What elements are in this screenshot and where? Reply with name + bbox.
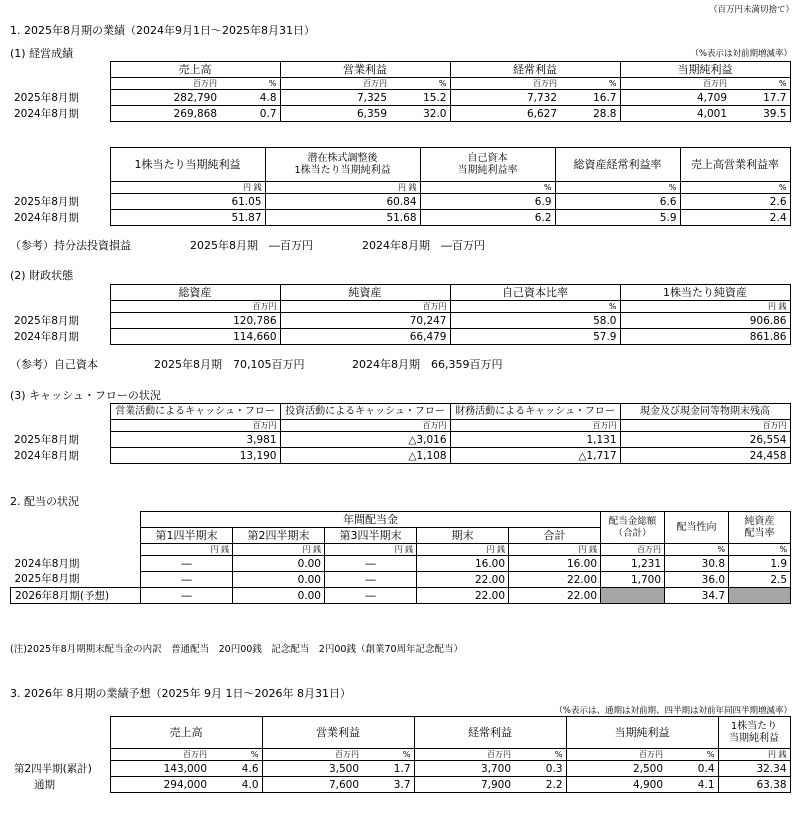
unit-cell: 百万円 — [450, 420, 620, 432]
value-cell: 32.0 — [390, 106, 450, 122]
value-cell: 16.00 — [509, 556, 601, 572]
value-cell: 60.84 — [265, 194, 420, 210]
value-cell: 2,500 — [566, 761, 666, 777]
per-share-header: 自己資本 当期純利益率 — [420, 148, 555, 182]
value-cell: 16.00 — [417, 556, 509, 572]
table-row — [10, 777, 790, 793]
dividend-on-equity-header: 純資産 配当率 — [729, 512, 791, 544]
value-cell: 2.4 — [680, 210, 790, 226]
financial-header: 自己資本比率 — [450, 285, 620, 301]
row-label: 2024年8月期 — [14, 330, 79, 343]
value-cell: 22.00 — [417, 588, 509, 604]
value-cell: 24,458 — [620, 448, 790, 464]
table-row — [10, 448, 790, 464]
financial-header: 1株当たり純資産 — [620, 285, 790, 301]
value-cell: 4.0 — [210, 777, 262, 793]
unit-cell: 百万円 — [601, 544, 665, 556]
unit-cell: 百万円 — [414, 749, 514, 761]
results-header: 営業利益 — [280, 62, 450, 78]
row-label: 2024年8月期 — [14, 557, 80, 570]
unit-cell: 円 銭 — [110, 182, 265, 194]
dividend-header: 合計 — [509, 528, 601, 544]
value-cell: 66,479 — [280, 329, 450, 345]
row-label: 2024年8月期 — [14, 449, 79, 462]
value-cell: 2.5 — [729, 572, 791, 588]
dividend-total-header: 配当金総額 （合計） — [601, 512, 665, 544]
results-header: 当期純利益 — [620, 62, 790, 78]
table-row — [10, 329, 790, 345]
equity-ref-2024: 2024年8月期 66,359百万円 — [352, 358, 503, 371]
value-cell: 6,627 — [450, 106, 560, 122]
value-cell: 0.00 — [233, 588, 325, 604]
value-cell: 15.2 — [390, 90, 450, 106]
unit-cell: 百万円 — [566, 749, 666, 761]
unit-cell: 円 銭 — [141, 544, 233, 556]
financial-title: (2) 財政状態 — [10, 269, 74, 282]
dividend-header: 第1四半期末 — [141, 528, 233, 544]
unit-cell: 百万円 — [450, 78, 560, 90]
unit-cell: 百万円 — [280, 301, 450, 313]
results-title: (1) 経営成績 — [10, 47, 74, 60]
value-cell: 22.00 — [509, 572, 601, 588]
table-row — [10, 90, 790, 106]
value-cell: 6,359 — [280, 106, 390, 122]
value-cell: 1.9 — [729, 556, 791, 572]
forecast-header: 営業利益 — [262, 717, 414, 749]
value-cell: 4.6 — [210, 761, 262, 777]
unit-cell: 百万円 — [620, 420, 790, 432]
value-cell: 51.87 — [110, 210, 265, 226]
financial-header: 純資産 — [280, 285, 450, 301]
value-cell: 1,700 — [601, 572, 665, 588]
section1-title: 1. 2025年8月期の業績（2024年9月1日～2025年8月31日） — [10, 24, 315, 37]
value-cell: 861.86 — [620, 329, 790, 345]
equity-ref-2025: 2025年8月期 70,105百万円 — [154, 358, 305, 371]
forecast-header: 売上高 — [110, 717, 262, 749]
value-cell: 28.8 — [560, 106, 620, 122]
unit-cell: % — [220, 78, 280, 90]
value-cell: 51.68 — [265, 210, 420, 226]
per-share-table — [10, 147, 791, 226]
value-cell: 120,786 — [110, 313, 280, 329]
per-share-header: 総資産経常利益率 — [555, 148, 680, 182]
unit-cell: 円 銭 — [233, 544, 325, 556]
unit-cell: % — [666, 749, 718, 761]
cashflow-header: 投資活動によるキャッシュ・フロー — [280, 404, 450, 420]
results-note: （%表示は対前期増減率） — [690, 49, 792, 59]
forecast-header: 経常利益 — [414, 717, 566, 749]
value-cell: ― — [325, 556, 417, 572]
forecast-header: 当期純利益 — [566, 717, 718, 749]
unit-cell: % — [665, 544, 729, 556]
value-cell: 3.7 — [362, 777, 414, 793]
value-cell: 7,900 — [414, 777, 514, 793]
unit-cell: 円 銭 — [325, 544, 417, 556]
value-cell: 3,500 — [262, 761, 362, 777]
table-row — [11, 572, 791, 588]
value-cell: 2.6 — [680, 194, 790, 210]
cashflow-header: 財務活動によるキャッシュ・フロー — [450, 404, 620, 420]
equity-ref-label: （参考）自己資本 — [10, 358, 98, 371]
value-cell: 70,247 — [280, 313, 450, 329]
cashflow-title: (3) キャッシュ・フローの状況 — [10, 389, 161, 402]
value-cell: △3,016 — [280, 432, 450, 448]
value-cell: 7,600 — [262, 777, 362, 793]
unit-cell: % — [390, 78, 450, 90]
forecast-note: （%表示は、通期は対前期、四半期は対前年同四半期増減率） — [554, 706, 792, 716]
unit-cell: 百万円 — [110, 420, 280, 432]
row-label: 2025年8月期 — [14, 91, 79, 104]
value-cell: 22.00 — [417, 572, 509, 588]
dividend-header: 第2四半期末 — [233, 528, 325, 544]
table-row — [10, 194, 790, 210]
dividend-footnote: (注)2025年8月期期末配当金の内訳 普通配当 20円00銭 記念配当 2円00銭（創業70周年記念配当） — [10, 644, 464, 655]
value-cell: 39.5 — [730, 106, 790, 122]
value-cell: 6.6 — [555, 194, 680, 210]
unit-cell: % — [450, 301, 620, 313]
value-cell: 4,900 — [566, 777, 666, 793]
value-cell — [601, 588, 665, 604]
value-cell: 4,001 — [620, 106, 730, 122]
unit-cell: 円 銭 — [509, 544, 601, 556]
unit-cell: 百万円 — [620, 78, 730, 90]
value-cell: 282,790 — [110, 90, 220, 106]
value-cell: 17.7 — [730, 90, 790, 106]
value-cell: 3,981 — [110, 432, 280, 448]
value-cell: 5.9 — [555, 210, 680, 226]
unit-cell: 百万円 — [110, 749, 210, 761]
unit-cell: % — [420, 182, 555, 194]
top-note: （百万円未満切捨て） — [708, 5, 794, 15]
value-cell: 0.3 — [514, 761, 566, 777]
cashflow-header: 営業活動によるキャッシュ・フロー — [110, 404, 280, 420]
forecast-table — [10, 716, 791, 793]
equity-method-ref-2024: 2024年8月期 ―百万円 — [362, 239, 485, 252]
unit-cell: 百万円 — [262, 749, 362, 761]
unit-cell: % — [555, 182, 680, 194]
unit-cell: 円 銭 — [265, 182, 420, 194]
unit-cell: 円 銭 — [718, 749, 790, 761]
unit-cell: % — [362, 749, 414, 761]
unit-cell: 円 銭 — [620, 301, 790, 313]
table-row — [11, 556, 791, 572]
row-label: 2025年8月期 — [14, 195, 79, 208]
value-cell: ― — [141, 572, 233, 588]
results-table — [10, 61, 791, 122]
results-header: 経常利益 — [450, 62, 620, 78]
financial-header: 総資産 — [110, 285, 280, 301]
value-cell: ― — [325, 572, 417, 588]
value-cell: 1.7 — [362, 761, 414, 777]
value-cell: 57.9 — [450, 329, 620, 345]
value-cell: 32.34 — [718, 761, 790, 777]
equity-method-ref-label: （参考）持分法投資損益 — [10, 239, 131, 252]
unit-cell: % — [729, 544, 791, 556]
value-cell: 4.1 — [666, 777, 718, 793]
table-row — [11, 588, 791, 604]
value-cell: 3,700 — [414, 761, 514, 777]
value-cell: 4.8 — [220, 90, 280, 106]
value-cell: 16.7 — [560, 90, 620, 106]
value-cell: 906.86 — [620, 313, 790, 329]
row-label: 第2四半期(累計) — [14, 762, 92, 775]
value-cell: 6.9 — [420, 194, 555, 210]
unit-cell: % — [560, 78, 620, 90]
row-label: 2024年8月期 — [14, 211, 79, 224]
per-share-header: 潜在株式調整後 1株当たり当期純利益 — [265, 148, 420, 182]
value-cell: 294,000 — [110, 777, 210, 793]
unit-cell: 百万円 — [280, 78, 390, 90]
table-row — [10, 313, 790, 329]
value-cell: 114,660 — [110, 329, 280, 345]
unit-cell: % — [730, 78, 790, 90]
value-cell: 0.00 — [233, 572, 325, 588]
dividend-table — [10, 511, 791, 604]
value-cell: △1,717 — [450, 448, 620, 464]
forecast-title: 3. 2026年 8月期の業績予想（2025年 9月 1日～2026年 8月31日） — [10, 687, 351, 700]
per-share-header: 1株当たり当期純利益 — [110, 148, 265, 182]
value-cell: 26,554 — [620, 432, 790, 448]
value-cell: 269,868 — [110, 106, 220, 122]
value-cell: 30.8 — [665, 556, 729, 572]
value-cell: 36.0 — [665, 572, 729, 588]
dividend-header: 第3四半期末 — [325, 528, 417, 544]
annual-dividend-header: 年間配当金 — [141, 512, 601, 528]
row-label: 2025年8月期 — [14, 573, 80, 586]
unit-cell: 円 銭 — [417, 544, 509, 556]
cashflow-header: 現金及び現金同等物期末残高 — [620, 404, 790, 420]
value-cell: ― — [141, 588, 233, 604]
value-cell: 63.38 — [718, 777, 790, 793]
equity-method-ref-2025: 2025年8月期 ―百万円 — [190, 239, 313, 252]
payout-ratio-header: 配当性向 — [665, 512, 729, 544]
unit-cell: 百万円 — [280, 420, 450, 432]
value-cell: 0.7 — [220, 106, 280, 122]
unit-cell: % — [680, 182, 790, 194]
value-cell: 1,131 — [450, 432, 620, 448]
table-row — [10, 761, 790, 777]
results-header: 売上高 — [110, 62, 280, 78]
dividend-title: 2. 配当の状況 — [10, 495, 79, 508]
value-cell: ― — [141, 556, 233, 572]
row-label: 通期 — [34, 778, 55, 791]
table-row — [10, 210, 790, 226]
unit-cell: % — [210, 749, 262, 761]
value-cell: 2.2 — [514, 777, 566, 793]
unit-cell: 百万円 — [110, 78, 220, 90]
value-cell: 7,325 — [280, 90, 390, 106]
value-cell: 34.7 — [665, 588, 729, 604]
cashflow-table — [10, 403, 791, 464]
unit-cell: % — [514, 749, 566, 761]
row-label: 2024年8月期 — [14, 107, 79, 120]
value-cell: 7,732 — [450, 90, 560, 106]
value-cell: 13,190 — [110, 448, 280, 464]
dividend-header: 期末 — [417, 528, 509, 544]
value-cell: △1,108 — [280, 448, 450, 464]
forecast-header: 1株当たり 当期純利益 — [718, 717, 790, 749]
financial-table — [10, 284, 791, 345]
table-row — [10, 432, 790, 448]
value-cell: 0.4 — [666, 761, 718, 777]
value-cell — [729, 588, 791, 604]
value-cell: 58.0 — [450, 313, 620, 329]
row-label: 2025年8月期 — [14, 433, 79, 446]
value-cell: 61.05 — [110, 194, 265, 210]
value-cell: 1,231 — [601, 556, 665, 572]
value-cell: 4,709 — [620, 90, 730, 106]
value-cell: 143,000 — [110, 761, 210, 777]
value-cell: 0.00 — [233, 556, 325, 572]
value-cell: ― — [325, 588, 417, 604]
per-share-header: 売上高営業利益率 — [680, 148, 790, 182]
value-cell: 6.2 — [420, 210, 555, 226]
table-row — [10, 106, 790, 122]
unit-cell: 百万円 — [110, 301, 280, 313]
row-label: 2026年8月期(予想) — [11, 588, 141, 604]
row-label: 2025年8月期 — [14, 314, 79, 327]
value-cell: 22.00 — [509, 588, 601, 604]
